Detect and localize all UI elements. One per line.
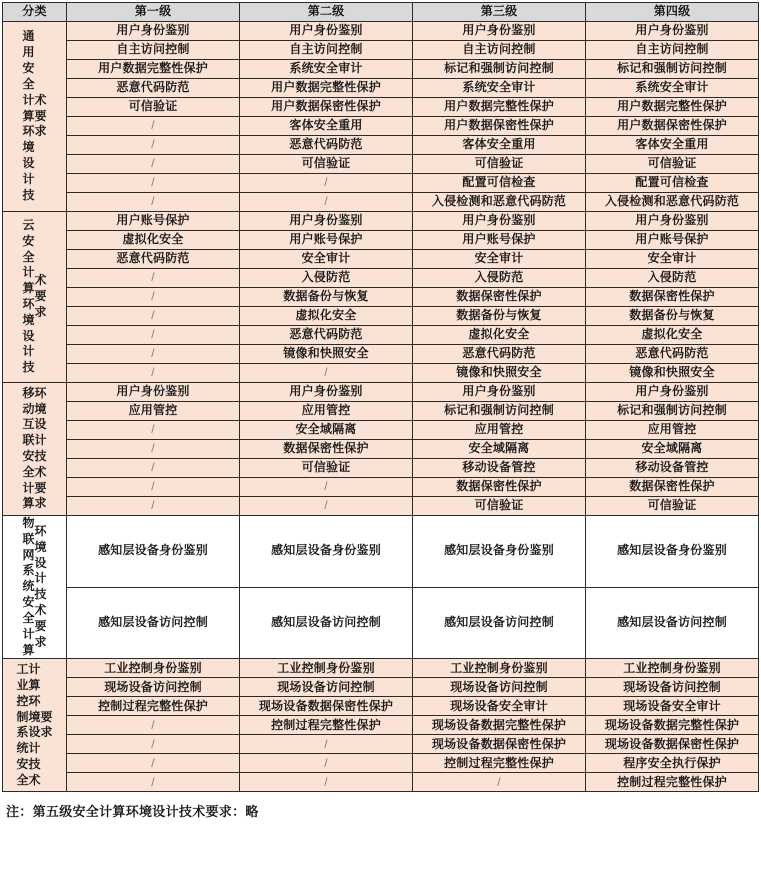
cell-requirement: 用户身份鉴别	[240, 383, 413, 402]
cell-empty: /	[67, 345, 240, 364]
header-cell-category: 分类	[3, 3, 67, 22]
cell-requirement: 现场设备安全审计	[586, 697, 759, 716]
cell-requirement: 标记和强制访问控制	[413, 402, 586, 421]
security-requirements-table	[2, 2, 759, 792]
cell-requirement: 安全审计	[240, 250, 413, 269]
cell-empty: /	[67, 364, 240, 383]
cell-requirement: 工业控制身份鉴别	[67, 659, 240, 678]
cell-requirement: 镜像和快照安全	[586, 364, 759, 383]
cell-requirement: 数据备份与恢复	[586, 307, 759, 326]
cell-requirement: 工业控制身份鉴别	[586, 659, 759, 678]
table-row	[3, 440, 759, 459]
table-row	[3, 155, 759, 174]
cell-empty: /	[67, 716, 240, 735]
cell-requirement: 应用管控	[586, 421, 759, 440]
cell-requirement: 现场设备数据保密性保护	[586, 735, 759, 754]
cell-requirement: 用户身份鉴别	[413, 212, 586, 231]
cell-empty: /	[67, 478, 240, 497]
cell-requirement: 安全域隔离	[240, 421, 413, 440]
cell-requirement: 数据保密性保护	[413, 478, 586, 497]
section-label-text: 物 联 网 系 统 安 全 计 算 环 境 设 计 技 术 要 求	[22, 516, 47, 657]
table-row	[3, 326, 759, 345]
cell-requirement: 感知层设备身份鉴别	[413, 516, 586, 588]
cell-requirement: 入侵检测和恶意代码防范	[586, 193, 759, 212]
cell-requirement: 镜像和快照安全	[413, 364, 586, 383]
cell-empty: /	[240, 735, 413, 754]
cell-requirement: 现场设备数据完整性保护	[413, 716, 586, 735]
cell-requirement: 应用管控	[240, 402, 413, 421]
section-label-2	[3, 383, 67, 516]
header-cell-level-3: 第三级	[413, 3, 586, 22]
cell-requirement: 用户身份鉴别	[586, 212, 759, 231]
cell-requirement: 用户身份鉴别	[413, 383, 586, 402]
cell-requirement: 用户账号保护	[240, 231, 413, 250]
cell-requirement: 用户身份鉴别	[413, 22, 586, 41]
cell-requirement: 现场设备数据保密性保护	[413, 735, 586, 754]
cell-empty: /	[67, 193, 240, 212]
table-row	[3, 754, 759, 773]
cell-requirement: 用户身份鉴别	[586, 383, 759, 402]
cell-requirement: 控制过程完整性保护	[67, 697, 240, 716]
cell-empty: /	[67, 288, 240, 307]
cell-requirement: 恶意代码防范	[67, 250, 240, 269]
table-body	[3, 22, 759, 792]
cell-requirement: 感知层设备身份鉴别	[67, 516, 240, 588]
cell-requirement: 感知层设备身份鉴别	[586, 516, 759, 588]
table-row	[3, 269, 759, 288]
cell-requirement: 入侵防范	[413, 269, 586, 288]
cell-requirement: 数据保密性保护	[586, 478, 759, 497]
cell-empty: /	[67, 421, 240, 440]
cell-requirement: 系统安全审计	[586, 79, 759, 98]
cell-requirement: 用户账号保护	[413, 231, 586, 250]
cell-requirement: 标记和强制访问控制	[586, 402, 759, 421]
cell-requirement: 用户数据完整性保护	[413, 98, 586, 117]
cell-requirement: 配置可信检查	[586, 174, 759, 193]
cell-requirement: 感知层设备访问控制	[413, 587, 586, 659]
cell-requirement: 用户数据完整性保护	[67, 60, 240, 79]
section-label-text: 移 动 互 联 安 全 计 算 环 境 设 计 技 术 要 求	[22, 385, 47, 511]
cell-requirement: 移动设备管控	[413, 459, 586, 478]
cell-empty: /	[240, 364, 413, 383]
table-row	[3, 402, 759, 421]
cell-empty: /	[67, 136, 240, 155]
cell-requirement: 可信验证	[586, 497, 759, 516]
cell-requirement: 恶意代码防范	[240, 326, 413, 345]
cell-requirement: 用户账号保护	[67, 212, 240, 231]
cell-requirement: 控制过程完整性保护	[586, 773, 759, 792]
cell-requirement: 系统安全审计	[413, 79, 586, 98]
cell-requirement: 现场设备安全审计	[413, 697, 586, 716]
table-row	[3, 98, 759, 117]
cell-requirement: 入侵防范	[240, 269, 413, 288]
cell-requirement: 标记和强制访问控制	[586, 60, 759, 79]
cell-requirement: 现场设备数据保密性保护	[240, 697, 413, 716]
cell-requirement: 可信验证	[240, 459, 413, 478]
cell-requirement: 虚拟化安全	[67, 231, 240, 250]
footnote: 注：第五级安全计算环境设计技术要求：略	[6, 804, 259, 820]
cell-requirement: 控制过程完整性保护	[413, 754, 586, 773]
cell-requirement: 自主访问控制	[413, 41, 586, 60]
table-row	[3, 41, 759, 60]
cell-empty: /	[67, 754, 240, 773]
cell-requirement: 工业控制身份鉴别	[413, 659, 586, 678]
table-row	[3, 697, 759, 716]
cell-requirement: 虚拟化安全	[586, 326, 759, 345]
table-row	[3, 174, 759, 193]
cell-empty: /	[240, 754, 413, 773]
cell-requirement: 现场设备访问控制	[67, 678, 240, 697]
cell-requirement: 用户身份鉴别	[67, 22, 240, 41]
cell-requirement: 客体安全重用	[240, 117, 413, 136]
section-label-3	[3, 516, 67, 659]
header-cell-level-4: 第四级	[586, 3, 759, 22]
cell-requirement: 感知层设备身份鉴别	[240, 516, 413, 588]
table-row	[3, 136, 759, 155]
table-row	[3, 773, 759, 792]
cell-requirement: 标记和强制访问控制	[413, 60, 586, 79]
cell-requirement: 用户账号保护	[586, 231, 759, 250]
cell-requirement: 入侵防范	[586, 269, 759, 288]
table-row	[3, 79, 759, 98]
cell-requirement: 安全域隔离	[586, 440, 759, 459]
table-row	[3, 459, 759, 478]
cell-requirement: 恶意代码防范	[67, 79, 240, 98]
cell-requirement: 现场设备访问控制	[240, 678, 413, 697]
cell-requirement: 自主访问控制	[67, 41, 240, 60]
table-row	[3, 587, 759, 659]
cell-requirement: 客体安全重用	[586, 136, 759, 155]
cell-empty: /	[67, 440, 240, 459]
table-sheet	[0, 2, 761, 892]
table-row	[3, 345, 759, 364]
table-row	[3, 193, 759, 212]
cell-requirement: 可信验证	[413, 497, 586, 516]
cell-requirement: 可信验证	[413, 155, 586, 174]
cell-requirement: 自主访问控制	[240, 41, 413, 60]
section-label-0	[3, 22, 67, 212]
cell-requirement: 入侵检测和恶意代码防范	[413, 193, 586, 212]
cell-empty: /	[67, 326, 240, 345]
table-row	[3, 516, 759, 588]
cell-requirement: 工业控制身份鉴别	[240, 659, 413, 678]
cell-empty: /	[67, 735, 240, 754]
cell-requirement: 移动设备管控	[586, 459, 759, 478]
cell-requirement: 感知层设备访问控制	[67, 587, 240, 659]
table-row	[3, 60, 759, 79]
cell-empty: /	[240, 193, 413, 212]
cell-empty: /	[240, 497, 413, 516]
cell-requirement: 镜像和快照安全	[240, 345, 413, 364]
cell-requirement: 可信验证	[240, 155, 413, 174]
table-row	[3, 421, 759, 440]
cell-requirement: 用户数据完整性保护	[586, 98, 759, 117]
cell-requirement: 系统安全审计	[240, 60, 413, 79]
table-row	[3, 678, 759, 697]
cell-requirement: 安全审计	[413, 250, 586, 269]
cell-empty: /	[240, 174, 413, 193]
cell-requirement: 安全域隔离	[413, 440, 586, 459]
cell-requirement: 用户身份鉴别	[586, 22, 759, 41]
cell-requirement: 感知层设备访问控制	[240, 587, 413, 659]
cell-requirement: 用户身份鉴别	[240, 22, 413, 41]
cell-requirement: 现场设备访问控制	[586, 678, 759, 697]
cell-empty: /	[67, 155, 240, 174]
cell-empty: /	[67, 773, 240, 792]
cell-requirement: 用户数据保密性保护	[586, 117, 759, 136]
table-row	[3, 735, 759, 754]
cell-requirement: 感知层设备访问控制	[586, 587, 759, 659]
cell-requirement: 安全审计	[586, 250, 759, 269]
table-row	[3, 478, 759, 497]
cell-requirement: 可信验证	[586, 155, 759, 174]
cell-requirement: 用户数据完整性保护	[240, 79, 413, 98]
cell-requirement: 用户数据保密性保护	[240, 98, 413, 117]
table-row	[3, 364, 759, 383]
cell-requirement: 数据保密性保护	[240, 440, 413, 459]
cell-requirement: 客体安全重用	[413, 136, 586, 155]
cell-requirement: 应用管控	[67, 402, 240, 421]
cell-requirement: 现场设备数据完整性保护	[586, 716, 759, 735]
cell-empty: /	[67, 497, 240, 516]
table-row	[3, 288, 759, 307]
cell-requirement: 虚拟化安全	[413, 326, 586, 345]
table-header	[3, 3, 759, 22]
cell-requirement: 自主访问控制	[586, 41, 759, 60]
cell-empty: /	[67, 307, 240, 326]
cell-requirement: 可信验证	[67, 98, 240, 117]
table-row	[3, 117, 759, 136]
cell-empty: /	[67, 117, 240, 136]
table-row	[3, 307, 759, 326]
cell-requirement: 用户身份鉴别	[240, 212, 413, 231]
cell-requirement: 数据保密性保护	[586, 288, 759, 307]
section-label-text: 通 用 安 全 计 算 环 境 设 计 技 术 要 求	[22, 29, 47, 202]
cell-requirement: 恶意代码防范	[240, 136, 413, 155]
table-row	[3, 383, 759, 402]
cell-empty: /	[67, 269, 240, 288]
section-label-text: 工 业 控 制 系 统 安 全 计 算 环 境 设 计 技 术 要 求	[16, 662, 53, 787]
header-cell-level-2: 第二级	[240, 3, 413, 22]
cell-requirement: 虚拟化安全	[240, 307, 413, 326]
cell-requirement: 应用管控	[413, 421, 586, 440]
header-row	[3, 3, 759, 22]
section-label-text: 云 安 全 计 算 环 境 设 计 技 术 要 求	[22, 217, 47, 375]
cell-requirement: 数据备份与恢复	[413, 307, 586, 326]
cell-requirement: 现场设备访问控制	[413, 678, 586, 697]
section-label-4	[3, 659, 67, 792]
table-row	[3, 250, 759, 269]
table-row	[3, 231, 759, 250]
cell-empty: /	[413, 773, 586, 792]
cell-requirement: 用户身份鉴别	[67, 383, 240, 402]
header-cell-level-1: 第一级	[67, 3, 240, 22]
cell-requirement: 用户数据保密性保护	[413, 117, 586, 136]
cell-empty: /	[240, 773, 413, 792]
cell-empty: /	[67, 174, 240, 193]
cell-empty: /	[240, 478, 413, 497]
cell-requirement: 恶意代码防范	[586, 345, 759, 364]
cell-requirement: 数据保密性保护	[413, 288, 586, 307]
cell-requirement: 数据备份与恢复	[240, 288, 413, 307]
cell-requirement: 配置可信检查	[413, 174, 586, 193]
cell-requirement: 恶意代码防范	[413, 345, 586, 364]
table-row	[3, 497, 759, 516]
cell-requirement: 控制过程完整性保护	[240, 716, 413, 735]
cell-empty: /	[67, 459, 240, 478]
table-row	[3, 212, 759, 231]
section-label-1	[3, 212, 67, 383]
table-row	[3, 716, 759, 735]
table-row	[3, 22, 759, 41]
cell-requirement: 程序安全执行保护	[586, 754, 759, 773]
table-row	[3, 659, 759, 678]
